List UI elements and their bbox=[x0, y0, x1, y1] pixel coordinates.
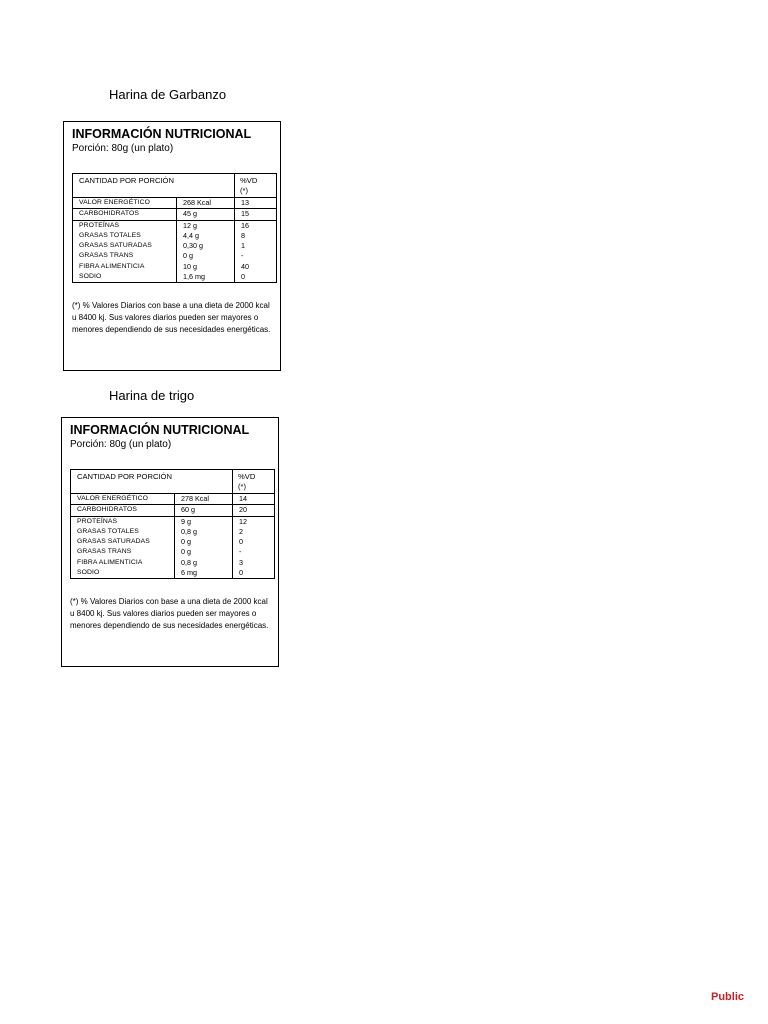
table-row bbox=[73, 209, 277, 220]
nutrient-pct: 13 bbox=[235, 198, 277, 209]
nutrient-pcts: 12 2 0 - 3 0 bbox=[233, 516, 275, 579]
nutrient-name: VALOR ENERGÉTICO bbox=[71, 494, 175, 505]
table-row bbox=[71, 494, 275, 505]
label-footnote: (*) % Valores Diarios con base a una dieta de 2000 kcal u 8400 kj. Sus valores diarios pueden ser mayores o menores dependiendo de sus necesidades energéticas. bbox=[72, 301, 271, 334]
label-portion: Porción: 80g (un plato) bbox=[70, 439, 172, 450]
label-footnote: (*) % Valores Diarios con base a una dieta de 2000 kcal u 8400 kj. Sus valores diarios pueden ser mayores o menores dependiendo de sus necesidades energéticas. bbox=[70, 597, 269, 630]
nutrient-name: VALOR ENERGÉTICO bbox=[73, 198, 177, 209]
nutrition-label-trigo bbox=[61, 417, 279, 667]
nutrient-amount: 60 g bbox=[175, 505, 233, 516]
nutrient-amounts: 9 g 0,8 g 0 g 0 g 0,8 g 6 mg bbox=[175, 516, 233, 579]
nutrition-label-garbanzo bbox=[63, 121, 281, 371]
nutrient-amount: 45 g bbox=[177, 209, 235, 220]
header-quantity: CANTIDAD POR PORCIÓN bbox=[73, 174, 235, 198]
table-row bbox=[73, 198, 277, 209]
nutrient-names: PROTEÍNAS GRASAS TOTALES GRASAS SATURADAS GRASAS TRANS FIBRA ALIMENTICIA SODIO bbox=[71, 516, 175, 579]
nutrient-name: CARBOHIDRATOS bbox=[71, 505, 175, 516]
nutrient-amount: 278 Kcal bbox=[175, 494, 233, 505]
label-title: INFORMACIÓN NUTRICIONAL bbox=[72, 127, 252, 141]
table-header-row bbox=[73, 174, 277, 198]
nutrition-table bbox=[72, 173, 277, 283]
table-header-row bbox=[71, 470, 275, 494]
header-vd: %VD (*) bbox=[235, 174, 277, 198]
nutrient-pct: 20 bbox=[233, 505, 275, 516]
nutrition-table bbox=[70, 469, 275, 579]
nutrient-pct: 14 bbox=[233, 494, 275, 505]
label-title: INFORMACIÓN NUTRICIONAL bbox=[70, 423, 250, 437]
nutrient-pct: 15 bbox=[235, 209, 277, 220]
nutrient-amount: 268 Kcal bbox=[177, 198, 235, 209]
product-title-trigo: Harina de trigo bbox=[109, 388, 195, 403]
table-row bbox=[71, 505, 275, 516]
table-row-group bbox=[71, 516, 275, 579]
classification-label: Public bbox=[710, 991, 744, 1003]
table-row-group bbox=[73, 220, 277, 283]
nutrient-pcts: 16 8 1 - 40 0 bbox=[235, 220, 277, 283]
nutrient-amounts: 12 g 4,4 g 0,30 g 0 g 10 g 1,6 mg bbox=[177, 220, 235, 283]
header-vd: %VD (*) bbox=[233, 470, 275, 494]
label-portion: Porción: 80g (un plato) bbox=[72, 143, 174, 154]
product-title-garbanzo: Harina de Garbanzo bbox=[109, 87, 227, 102]
nutrient-names: PROTEÍNAS GRASAS TOTALES GRASAS SATURADAS GRASAS TRANS FIBRA ALIMENTICIA SODIO bbox=[73, 220, 177, 283]
nutrient-name: CARBOHIDRATOS bbox=[73, 209, 177, 220]
header-quantity: CANTIDAD POR PORCIÓN bbox=[71, 470, 233, 494]
